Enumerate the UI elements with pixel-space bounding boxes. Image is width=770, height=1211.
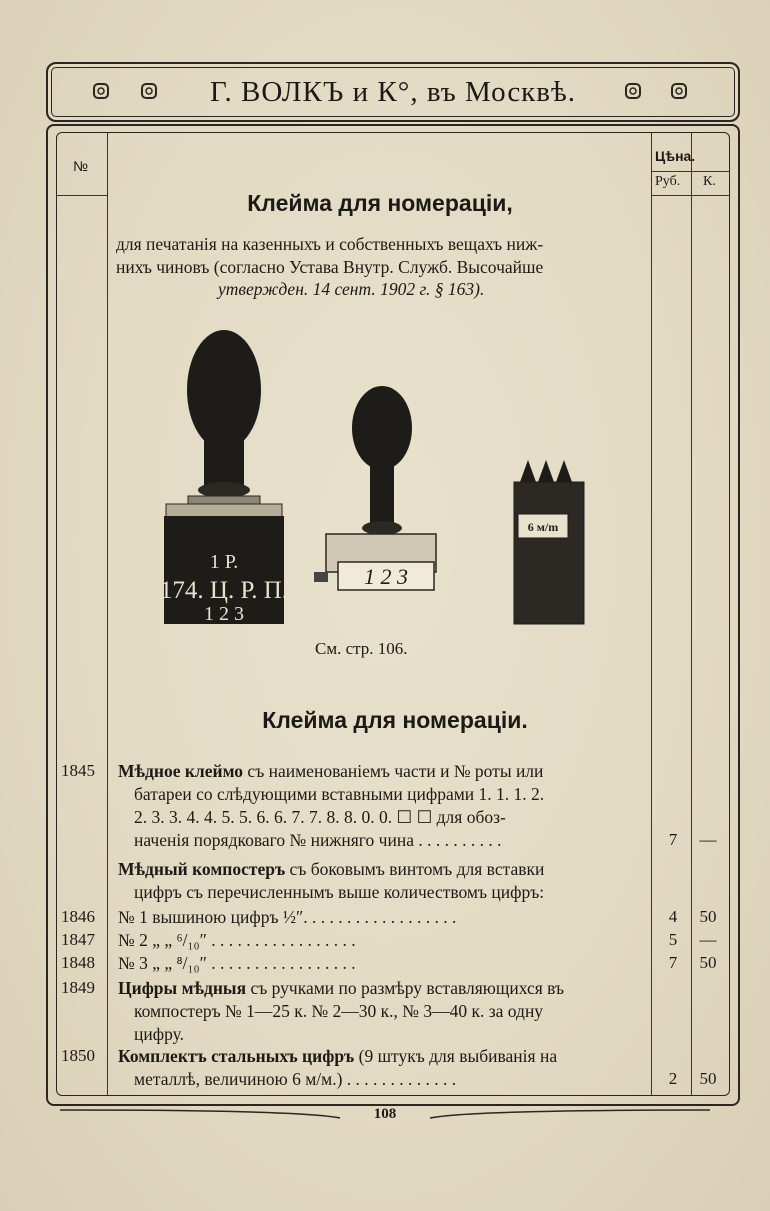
kop-column-header: К. [703, 174, 716, 189]
rub-column-divider [651, 133, 652, 1095]
item-line: цифръ съ перечисленнымъ выше количествомъ цифръ: [134, 882, 545, 902]
price-kop: — [699, 830, 717, 849]
section-title: Клейма для номераціи. [262, 707, 528, 733]
num-column-divider [107, 133, 108, 1095]
item-line: цифру. [134, 1024, 184, 1044]
item-line: наченія порядковаго № нижняго чина . . . . . . . . . . [134, 830, 502, 850]
ornament-icon [624, 82, 642, 100]
section-description-line: утвержден. 14 сент. 1902 г. § 163). [218, 279, 485, 299]
header-title: Г. ВОЛКЪ и К°, въ Москвѣ. [210, 75, 576, 108]
ornament-icon [92, 82, 110, 100]
item-number: 1847 [61, 930, 95, 949]
item-number: 1845 [61, 761, 95, 780]
item-number: 1849 [61, 978, 95, 997]
ornament-icon [670, 82, 688, 100]
price-rub: 2 [668, 1069, 678, 1088]
large-stamp-image [160, 330, 288, 625]
header-frame [46, 62, 740, 122]
item-line: № 1 вышиною цифръ ½″. . . . . . . . . . . . . . . . . . [118, 907, 457, 927]
composter-stamp-image [314, 386, 436, 590]
price-rub: 7 [668, 953, 678, 972]
illustration-caption: См. стр. 106. [315, 639, 408, 658]
price-column-header: Цѣна. [655, 148, 696, 164]
svg-text:1 Р.: 1 Р. [209, 551, 239, 573]
price-rub: 4 [668, 907, 678, 926]
item-line: 2. 3. 3. 4. 4. 5. 5. 6. 6. 7. 7. 8. 8. 0. 0. ☐ ☐ для обоз- [134, 807, 506, 827]
ornament-icon [140, 82, 158, 100]
item-number: 1848 [61, 953, 95, 972]
price-kop: 50 [699, 1069, 717, 1088]
steel-digits-image [514, 460, 584, 624]
num-column-header: № [73, 158, 89, 174]
item-number: 1850 [61, 1046, 95, 1065]
svg-text:1 2 3: 1 2 3 [364, 564, 408, 589]
item-line: № 2 „ „ ⁶/₁₀″ . . . . . . . . . . . . . . . . . [118, 930, 356, 950]
item-line: Комплектъ стальныхъ цифръ (9 штукъ для выбиванія на [118, 1046, 558, 1066]
price-kop: — [699, 930, 717, 949]
svg-text:1 2 3: 1 2 3 [204, 603, 244, 625]
section-description-line: для печатанія на казенныхъ и собственныхъ вещахъ ниж- [116, 234, 544, 254]
rub-column-header: Руб. [655, 174, 681, 189]
stamps-illustration [150, 328, 590, 628]
item-line: № 3 „ „ ⁸/₁₀″ . . . . . . . . . . . . . . . . . [118, 953, 356, 973]
kop-column-divider [691, 133, 692, 1095]
price-kop: 50 [699, 907, 717, 926]
item-line: металлѣ, величиною 6 м/м.) . . . . . . . . . . . . . [134, 1069, 457, 1089]
item-line: Цифры мѣдныя съ ручками по размѣру вставляющихся въ [118, 978, 565, 998]
item-number: 1846 [61, 907, 95, 926]
price-rub: 5 [668, 930, 678, 949]
page-number: 108 [373, 1106, 397, 1122]
item-line: Мѣдное клеймо съ наименованіемъ части и № роты или [118, 761, 544, 781]
svg-text:174. Ц. Р. П.: 174. Ц. Р. П. [159, 577, 289, 604]
price-kop: 50 [699, 953, 717, 972]
price-rub: 7 [668, 830, 678, 849]
price-header-rule [651, 171, 729, 172]
item-line: компостеръ № 1—25 к. № 2—30 к., № 3—40 к. за одну [134, 1001, 544, 1021]
item-line: батареи со слѣдующими вставными цифрами 1. 1. 1. 2. [134, 784, 545, 804]
section-title: Клейма для номераціи, [247, 190, 513, 216]
item-line: Мѣдный компостеръ съ боковымъ винтомъ для вставки [118, 859, 545, 879]
section-description-line: нихъ чиновъ (согласно Устава Внутр. Служб. Высочайше [116, 257, 544, 277]
svg-text:6 м/m: 6 м/m [527, 520, 559, 534]
